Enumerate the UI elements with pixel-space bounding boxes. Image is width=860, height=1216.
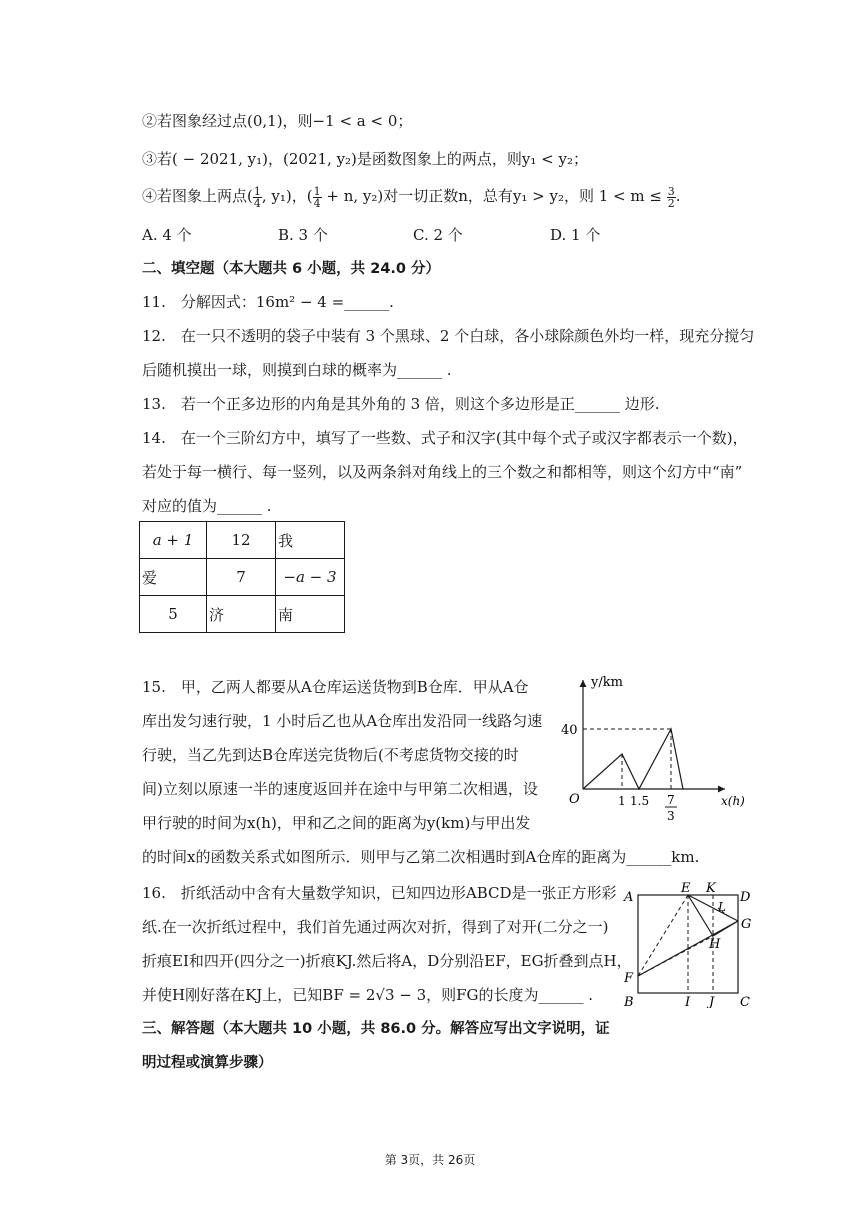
question-15-line-3: 行驶，当乙先到达B仓库送完货物后(不考虑货物交接的时 bbox=[142, 746, 519, 764]
choice-a: A. 4 个 bbox=[142, 226, 192, 244]
section-3-title-line-1: 三、解答题（本大题共 10 小题，共 86.0 分。解答应写出文字说明，证 bbox=[142, 1021, 610, 1037]
question-16-line-1: 16. 折纸活动中含有大量数学知识，已知四边形ABCD是一张正方形彩 bbox=[142, 884, 617, 902]
question-11: 11. 分解因式：16m² − 4 =______. bbox=[142, 293, 394, 311]
question-14-line-2: 若处于每一横行、每一竖列，以及两条斜对角线上的三个数之和都相等，则这个幻方中“南” bbox=[142, 463, 743, 481]
x-tick-7-3-den: 3 bbox=[667, 809, 675, 823]
q10-option-4: ④若图象上两点( $\frac{1}{4}$ , y₁)，( $\frac{1}{4}$ + n, y₂)对一切正数n，总有y₁ > y₂，则 1 < m ≤ $\frac{3}{2}$ . bbox=[142, 184, 681, 210]
fraction-1-4-b: $\frac{1}{4}$ bbox=[313, 184, 321, 210]
q10-option-3: ③若( − 2021, y₁)，(2021, y₂)是函数图象上的两点，则y₁ < y₂； bbox=[142, 150, 588, 168]
label-f: F bbox=[624, 971, 634, 986]
question-15-line-5: 甲行驶的时间为x(h)，甲和乙之间的距离为y(km)与甲出发 bbox=[142, 814, 531, 832]
question-15-line-6: 的时间x的函数关系式如图所示．则甲与乙第二次相遇时到A仓库的距离为______km. bbox=[142, 848, 700, 866]
question-16-line-4: 并使H刚好落在KJ上，已知BF = 2√3 − 3，则FG的长度为______ . bbox=[142, 986, 594, 1004]
question-15-line-1: 15. 甲，乙两人都要从A仓库运送货物到B仓库．甲从A仓 bbox=[142, 678, 529, 696]
section-2-title: 二、填空题（本大题共 6 小题，共 24.0 分） bbox=[142, 261, 441, 277]
label-b: B bbox=[624, 995, 634, 1008]
question-12-line-1: 12. 在一只不透明的袋子中装有 3 个黑球、2 个白球，各小球除颜色外均一样，现充分搅匀 bbox=[142, 327, 755, 345]
page-footer: 第 3页，共 26页 bbox=[384, 1153, 476, 1167]
segment-ef bbox=[638, 895, 688, 976]
x-tick-1-5: 1.5 bbox=[630, 794, 650, 808]
table-cell: −a − 3 bbox=[276, 559, 345, 596]
label-h: H bbox=[709, 937, 721, 952]
choice-b: B. 3 个 bbox=[278, 226, 328, 244]
label-k: K bbox=[706, 881, 716, 896]
table-cell: 7 bbox=[207, 559, 276, 596]
table-cell: 12 bbox=[207, 522, 276, 559]
section-3-title-line-2: 明过程或演算步骤） bbox=[142, 1055, 273, 1071]
label-c: C bbox=[740, 995, 750, 1008]
label-e: E bbox=[681, 881, 691, 896]
folded-square-diagram bbox=[618, 878, 758, 1008]
distance-time-graph bbox=[555, 672, 755, 832]
question-14-line-3: 对应的值为______ . bbox=[142, 497, 272, 515]
fraction-3-2: $\frac{3}{2}$ bbox=[667, 184, 675, 210]
choice-d: D. 1 个 bbox=[550, 226, 601, 244]
segment-hg bbox=[713, 921, 738, 936]
label-j: J bbox=[709, 995, 715, 1008]
label-l: L bbox=[718, 900, 726, 914]
question-12-line-2: 后随机摸出一球，则摸到白球的概率为______ . bbox=[142, 361, 452, 379]
question-15-line-4: 间)立刻以原速一半的速度返回并在途中与甲第二次相遇，设 bbox=[142, 780, 538, 798]
choice-c: C. 2 个 bbox=[413, 226, 463, 244]
label-g: G bbox=[741, 917, 752, 932]
y-axis-label: y/km bbox=[591, 675, 623, 690]
fraction-1-4: $\frac{1}{4}$ bbox=[253, 184, 261, 210]
x-tick-7-3-num: 7 bbox=[667, 793, 675, 807]
table-cell: 济 bbox=[207, 596, 276, 633]
table-row bbox=[140, 596, 345, 633]
question-16-line-2: 纸.在一次折纸过程中，我们首先通过两次对折，得到了对开(二分之一) bbox=[142, 918, 609, 936]
table-cell: a + 1 bbox=[140, 522, 207, 559]
table-cell: 南 bbox=[276, 596, 345, 633]
label-d: D bbox=[740, 890, 751, 905]
origin-label: O bbox=[569, 792, 580, 807]
y-tick-40: 40 bbox=[561, 723, 578, 738]
x-tick-1: 1 bbox=[618, 794, 626, 808]
table-cell: 5 bbox=[140, 596, 207, 633]
x-axis-label: x(h) bbox=[721, 794, 745, 808]
question-16-line-3: 折痕EI和四开(四分之一)折痕KJ.然后将A，D分别沿EF，EG折叠到点H， bbox=[142, 952, 632, 970]
question-13: 13. 若一个正多边形的内角是其外角的 3 倍，则这个多边形是正______ 边形. bbox=[142, 395, 660, 413]
table-cell: 爱 bbox=[140, 559, 207, 596]
q10-option-2: ②若图象经过点(0,1)，则−1 < a < 0； bbox=[142, 112, 413, 130]
question-15-line-2: 库出发匀速行驶，1 小时后乙也从A仓库出发沿同一线路匀速 bbox=[142, 712, 543, 730]
table-row bbox=[140, 559, 345, 596]
magic-square-table bbox=[139, 521, 345, 633]
label-i: I bbox=[685, 995, 691, 1008]
table-row bbox=[140, 522, 345, 559]
table-cell: 我 bbox=[276, 522, 345, 559]
label-a: A bbox=[624, 890, 634, 905]
question-14-line-1: 14. 在一个三阶幻方中，填写了一些数、式子和汉字(其中每个式子或汉字都表示一个数)， bbox=[142, 429, 748, 447]
distance-curve bbox=[583, 729, 683, 789]
